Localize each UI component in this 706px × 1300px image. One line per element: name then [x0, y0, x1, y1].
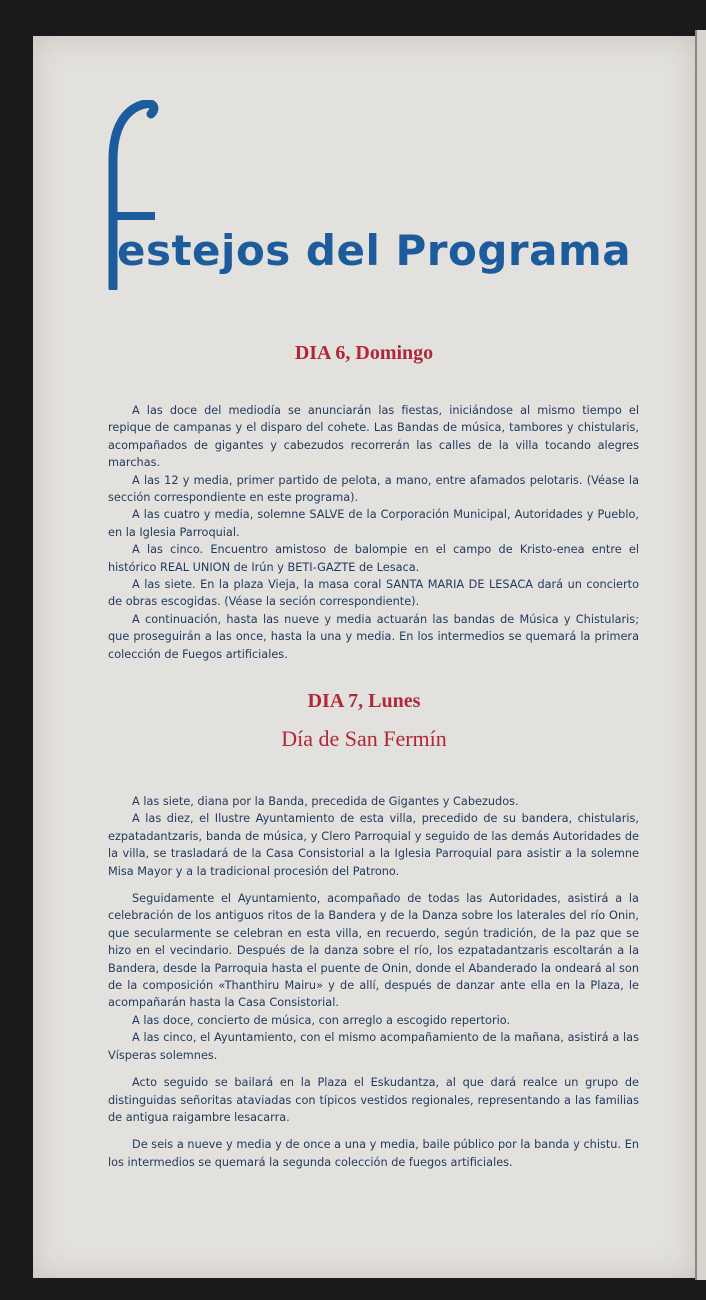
title-text: estejos del Programa	[117, 226, 632, 275]
page-edge	[695, 30, 706, 1280]
paragraph: A las cuatro y media, solemne SALVE de la Corporación Municipal, Autoridades y Pueblo, en la Iglesia Parroquial.	[108, 508, 639, 539]
paragraph: Acto seguido se bailará en la Plaza el Eskudantza, al que dará realce un grupo de distinguidas señoritas ataviadas con típicos vestidos regionales, representando a las familias de antigua raigambre lesacarra.	[108, 1076, 639, 1124]
document-page	[33, 36, 695, 1278]
paragraph: A las cinco. Encuentro amistoso de balompie en el campo de Kristo-enea entre el histórico REAL UNION de Irún y BETI-GAZTE de Lesaca.	[108, 543, 639, 574]
day2-section	[108, 793, 639, 1171]
paragraph: A las siete, diana por la Banda, precedida de Gigantes y Cabezudos.	[132, 795, 519, 808]
day1-heading: DIA 6, Domingo	[294, 342, 434, 364]
page-title	[105, 100, 645, 300]
paragraph: A las cinco, el Ayuntamiento, con el mismo acompañamiento de la mañana, asistirá a las Vísperas solemnes.	[108, 1031, 639, 1062]
day1-section	[108, 402, 639, 663]
paragraph: De seis a nueve y media y de once a una y media, baile público por la banda y chistu. En los intermedios se quemará la segunda colección de fuegos artificiales.	[108, 1138, 639, 1169]
paragraph: A las siete. En la plaza Vieja, la masa coral SANTA MARIA DE LESACA dará un concierto de obras escogidas. (Véase la seción correspondiente).	[108, 578, 639, 609]
paragraph: A las doce, concierto de música, con arreglo a escogido repertorio.	[132, 1013, 511, 1027]
day2-subheading: Día de San Fermín	[281, 726, 447, 751]
day2-heading: DIA 7, Lunes	[307, 690, 421, 712]
paragraph: Seguidamente el Ayuntamiento, acompañado de todas las Autoridades, asistirá a la celebración de los antiguos ritos de la Bandera y de la Danza sobre los laterales del río Onin, que secularmente se celebran en esta villa, en recuerdo, según tradición, de la paz que se hizo en el vecindario. Después de la danza sobre el río, los ezpatadantzaris escoltarán a la Bandera, desde la Parroquia hasta el puente de Onin, donde el Abanderado la ondeará al son de la composición «Thanthiru Mairu» y de allí, después de danzar ante ella en la Plaza, le acompañarán hasta la Casa Consistorial.	[108, 892, 639, 1010]
paragraph: A las doce del mediodía se anunciarán las fiestas, iniciándose al mismo tiempo el repique de campanas y el disparo del cohete. Las Bandas de música, tambores y chistularis, acompañados de gigantes y cabezudos recorrerán las calles de la villa tocando alegres marchas.	[108, 404, 639, 470]
paragraph: A las diez, el Ilustre Ayuntamiento de esta villa, precedido de su bandera, chistularis, ezpatadantzaris, banda de música, y Clero Parroquial y seguido de las demás Autoridades de la villa, se trasladará de la Casa Consistorial a la Iglesia Parroquial para asistir a la solemne Misa Mayor y a la tradicional procesión del Patrono.	[108, 812, 639, 878]
paragraph: A las 12 y media, primer partido de pelota, a mano, entre afamados pelotaris. (Véase la sección correspondiente en este programa).	[108, 473, 639, 505]
paragraph: A continuación, hasta las nueve y media actuarán las bandas de Música y Chistularis; que proseguirán a las once, hasta la una y media. En los intermedios se quemará la primera colección de Fuegos artificiales.	[108, 612, 639, 661]
